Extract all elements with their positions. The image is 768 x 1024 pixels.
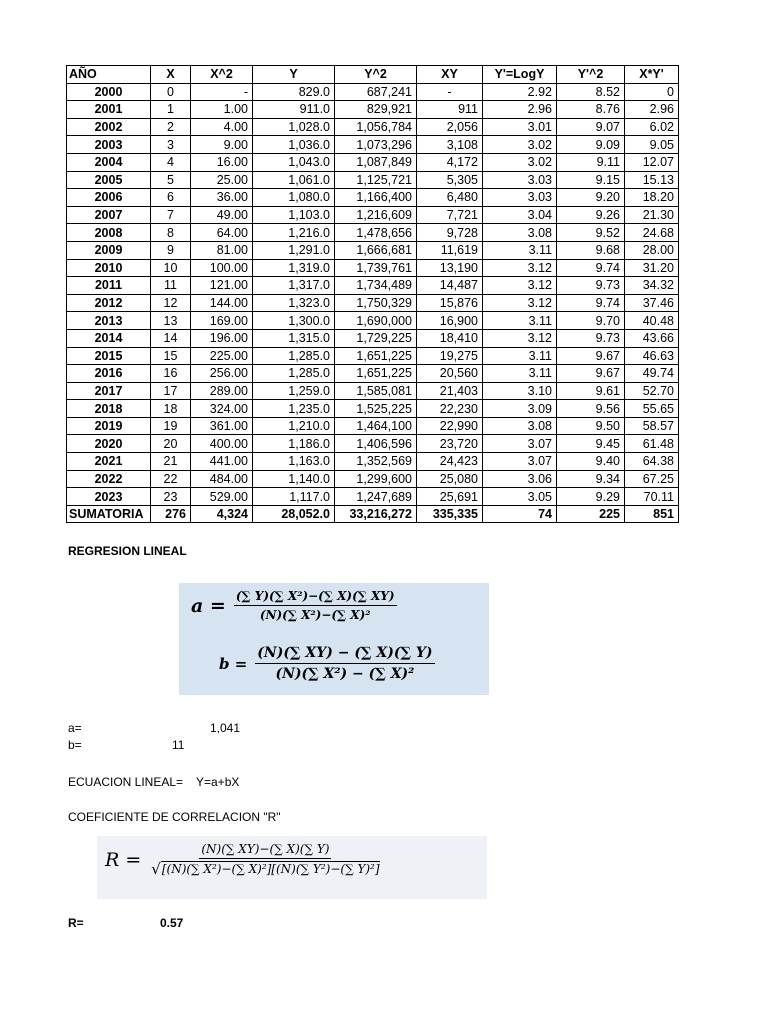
table-cell: 2004: [67, 153, 151, 171]
table-cell: 2010: [67, 259, 151, 277]
table-row: [67, 241, 679, 259]
square-root-symbol: √ [(N)(∑ X²)−(∑ X)²][(N)(∑ Y²)−(∑ Y)²]: [151, 860, 380, 878]
table-row: [67, 488, 679, 506]
table-cell: 144.00: [191, 294, 253, 312]
table-cell: 9.00: [191, 136, 253, 154]
table-cell: 3.04: [483, 206, 557, 224]
b-value: 11: [172, 738, 185, 752]
table-cell: 3.10: [483, 382, 557, 400]
table-cell: 25,080: [417, 470, 483, 488]
column-header: Y'=LogY: [483, 66, 557, 84]
column-header: AÑO: [67, 66, 151, 84]
formula-r-denominator: [(N)(∑ X²)−(∑ X)²][(N)(∑ Y²)−(∑ Y)²]: [161, 862, 380, 876]
table-cell: 11,619: [417, 241, 483, 259]
table-cell: 9.34: [557, 470, 625, 488]
table-cell: 2001: [67, 101, 151, 119]
table-cell: 1,299,600: [335, 470, 417, 488]
formula-a-numerator: (∑ Y)(∑ X²)−(∑ X)(∑ XY): [234, 589, 397, 606]
table-cell: 2021: [67, 453, 151, 471]
table-cell: 1,235.0: [253, 400, 335, 418]
table-cell: 9.45: [557, 435, 625, 453]
table-cell: 1,666,681: [335, 241, 417, 259]
table-cell: 1,216,609: [335, 206, 417, 224]
table-cell: 11: [151, 277, 191, 295]
table-cell: 7,721: [417, 206, 483, 224]
table-cell: 9.20: [557, 189, 625, 207]
table-cell: 1,117.0: [253, 488, 335, 506]
regression-title: REGRESION LINEAL: [68, 544, 187, 558]
table-cell: -: [191, 83, 253, 101]
table-cell: 2,056: [417, 118, 483, 136]
sum-cell: 4,324: [191, 505, 253, 523]
table-cell: 1,352,569: [335, 453, 417, 471]
table-cell: 14,487: [417, 277, 483, 295]
table-cell: 70.11: [625, 488, 679, 506]
table-cell: 1,043.0: [253, 153, 335, 171]
table-cell: 1,739,761: [335, 259, 417, 277]
table-cell: 2022: [67, 470, 151, 488]
table-cell: 17: [151, 382, 191, 400]
correlation-formula-image: [97, 836, 487, 899]
table-cell: 36.00: [191, 189, 253, 207]
table-cell: 46.63: [625, 347, 679, 365]
table-cell: 9.09: [557, 136, 625, 154]
formula-r-lhs: R =: [105, 848, 142, 871]
table-cell: 1,478,656: [335, 224, 417, 242]
table-cell: 28.00: [625, 241, 679, 259]
table-cell: 1,319.0: [253, 259, 335, 277]
table-cell: 1,690,000: [335, 312, 417, 330]
table-cell: 2023: [67, 488, 151, 506]
table-cell: 400.00: [191, 435, 253, 453]
table-cell: 2.96: [625, 101, 679, 119]
formula-a: [191, 589, 397, 622]
table-cell: 1,323.0: [253, 294, 335, 312]
table-cell: 911.0: [253, 101, 335, 119]
table-cell: 3,108: [417, 136, 483, 154]
table-cell: 829.0: [253, 83, 335, 101]
table-cell: 2008: [67, 224, 151, 242]
table-row: [67, 347, 679, 365]
table-cell: 2011: [67, 277, 151, 295]
table-cell: 1,651,225: [335, 347, 417, 365]
table-cell: 1,734,489: [335, 277, 417, 295]
table-cell: 9.26: [557, 206, 625, 224]
table-cell: 2003: [67, 136, 151, 154]
table-row: [67, 189, 679, 207]
table-cell: 43.66: [625, 329, 679, 347]
table-cell: 1: [151, 101, 191, 119]
table-row: [67, 277, 679, 295]
table-cell: 18.20: [625, 189, 679, 207]
table-row: [67, 294, 679, 312]
table-cell: 6.02: [625, 118, 679, 136]
table-cell: 3.06: [483, 470, 557, 488]
column-header: X^2: [191, 66, 253, 84]
r-label: R=: [68, 916, 84, 930]
table-cell: 1,285.0: [253, 365, 335, 383]
table-row: [67, 312, 679, 330]
table-cell: 2015: [67, 347, 151, 365]
table-cell: 2018: [67, 400, 151, 418]
table-cell: 3.12: [483, 329, 557, 347]
table-cell: 12.07: [625, 153, 679, 171]
table-cell: 3.12: [483, 294, 557, 312]
table-cell: 1,259.0: [253, 382, 335, 400]
table-cell: 911: [417, 101, 483, 119]
table-cell: 687,241: [335, 83, 417, 101]
table-cell: 23,720: [417, 435, 483, 453]
table-cell: 9.56: [557, 400, 625, 418]
table-cell: 1,036.0: [253, 136, 335, 154]
formula-b: [219, 645, 435, 682]
table-cell: 2005: [67, 171, 151, 189]
table-cell: 1,028.0: [253, 118, 335, 136]
table-cell: 3.05: [483, 488, 557, 506]
table-cell: 2012: [67, 294, 151, 312]
table-cell: 9.67: [557, 347, 625, 365]
table-cell: 40.48: [625, 312, 679, 330]
table-cell: 19,275: [417, 347, 483, 365]
table-cell: 6,480: [417, 189, 483, 207]
table-cell: 1,750,329: [335, 294, 417, 312]
table-cell: 2: [151, 118, 191, 136]
table-cell: 2017: [67, 382, 151, 400]
table-cell: 2.92: [483, 83, 557, 101]
table-cell: 3.01: [483, 118, 557, 136]
table-cell: 1,247,689: [335, 488, 417, 506]
table-cell: 2006: [67, 189, 151, 207]
table-cell: 1,061.0: [253, 171, 335, 189]
regression-data-table: [66, 65, 679, 523]
table-cell: 2016: [67, 365, 151, 383]
table-cell: 4: [151, 153, 191, 171]
table-cell: 3.08: [483, 224, 557, 242]
table-cell: 2009: [67, 241, 151, 259]
table-cell: 9.68: [557, 241, 625, 259]
column-header: XY: [417, 66, 483, 84]
table-cell: 1,073,296: [335, 136, 417, 154]
table-header-row: [67, 66, 679, 84]
sum-label: SUMATORIA: [67, 505, 151, 523]
table-cell: -: [417, 83, 483, 101]
table-cell: 3.11: [483, 347, 557, 365]
table-row: [67, 136, 679, 154]
a-label: a=: [68, 721, 82, 735]
table-row: [67, 453, 679, 471]
table-cell: 1,315.0: [253, 329, 335, 347]
sum-cell: 33,216,272: [335, 505, 417, 523]
table-cell: 1,087,849: [335, 153, 417, 171]
table-cell: 5,305: [417, 171, 483, 189]
table-cell: 37.46: [625, 294, 679, 312]
table-cell: 21,403: [417, 382, 483, 400]
table-cell: 3.12: [483, 277, 557, 295]
table-cell: 1,210.0: [253, 417, 335, 435]
table-cell: 58.57: [625, 417, 679, 435]
table-cell: 14: [151, 329, 191, 347]
table-cell: 9.29: [557, 488, 625, 506]
table-cell: 15: [151, 347, 191, 365]
formula-b-denominator: (N)(∑ X²) − (∑ X)²: [275, 666, 415, 682]
table-cell: 67.25: [625, 470, 679, 488]
formula-r: [105, 842, 382, 877]
table-cell: 18,410: [417, 329, 483, 347]
column-header: X*Y': [625, 66, 679, 84]
table-cell: 64.00: [191, 224, 253, 242]
table-cell: 4,172: [417, 153, 483, 171]
table-row: [67, 83, 679, 101]
table-cell: 55.65: [625, 400, 679, 418]
table-cell: 22: [151, 470, 191, 488]
table-cell: 3.11: [483, 312, 557, 330]
table-cell: 1,729,225: [335, 329, 417, 347]
formula-a-denominator: (N)(∑ X²)−(∑ X)²: [259, 608, 371, 622]
table-cell: 196.00: [191, 329, 253, 347]
table-cell: 2019: [67, 417, 151, 435]
table-row: [67, 206, 679, 224]
table-cell: 1,140.0: [253, 470, 335, 488]
table-cell: 21.30: [625, 206, 679, 224]
table-cell: 1,651,225: [335, 365, 417, 383]
table-cell: 61.48: [625, 435, 679, 453]
formula-r-numerator: (N)(∑ XY)−(∑ X)(∑ Y): [199, 842, 331, 859]
table-cell: 256.00: [191, 365, 253, 383]
table-cell: 484.00: [191, 470, 253, 488]
table-cell: 1,300.0: [253, 312, 335, 330]
table-row: [67, 400, 679, 418]
table-cell: 0: [625, 83, 679, 101]
formula-b-lhs: b =: [219, 654, 248, 673]
table-cell: 5: [151, 171, 191, 189]
table-cell: 23: [151, 488, 191, 506]
table-cell: 9.67: [557, 365, 625, 383]
sum-cell: 225: [557, 505, 625, 523]
table-cell: 225.00: [191, 347, 253, 365]
sum-cell: 276: [151, 505, 191, 523]
table-cell: 64.38: [625, 453, 679, 471]
table-cell: 3.03: [483, 189, 557, 207]
table-cell: 8.76: [557, 101, 625, 119]
table-cell: 3.08: [483, 417, 557, 435]
table-cell: 81.00: [191, 241, 253, 259]
table-cell: 1,464,100: [335, 417, 417, 435]
table-cell: 1,125,721: [335, 171, 417, 189]
table-cell: 0: [151, 83, 191, 101]
table-cell: 9.40: [557, 453, 625, 471]
table-cell: 16: [151, 365, 191, 383]
table-cell: 3: [151, 136, 191, 154]
table-row: [67, 171, 679, 189]
table-cell: 16.00: [191, 153, 253, 171]
linear-equation-value: Y=a+bX: [196, 775, 240, 789]
table-cell: 2020: [67, 435, 151, 453]
table-cell: 324.00: [191, 400, 253, 418]
table-cell: 16,900: [417, 312, 483, 330]
table-cell: 1,406,596: [335, 435, 417, 453]
table-cell: 24.68: [625, 224, 679, 242]
table-row: [67, 435, 679, 453]
regression-formula-image: [179, 583, 489, 695]
table-cell: 9.15: [557, 171, 625, 189]
table-cell: 9.11: [557, 153, 625, 171]
table-cell: 289.00: [191, 382, 253, 400]
table-cell: 10: [151, 259, 191, 277]
table-cell: 9: [151, 241, 191, 259]
table-cell: 3.09: [483, 400, 557, 418]
table-cell: 12: [151, 294, 191, 312]
table-cell: 1.00: [191, 101, 253, 119]
table-cell: 1,186.0: [253, 435, 335, 453]
table-cell: 2002: [67, 118, 151, 136]
table-cell: 1,103.0: [253, 206, 335, 224]
column-header: Y'^2: [557, 66, 625, 84]
sum-cell: 28,052.0: [253, 505, 335, 523]
sum-cell: 851: [625, 505, 679, 523]
table-cell: 24,423: [417, 453, 483, 471]
table-cell: 20: [151, 435, 191, 453]
table-cell: 1,080.0: [253, 189, 335, 207]
table-row: [67, 101, 679, 119]
table-cell: 1,163.0: [253, 453, 335, 471]
table-cell: 2.96: [483, 101, 557, 119]
table-cell: 49.74: [625, 365, 679, 383]
table-cell: 9.05: [625, 136, 679, 154]
formula-b-numerator: (N)(∑ XY) − (∑ X)(∑ Y): [255, 645, 434, 664]
table-cell: 9.07: [557, 118, 625, 136]
table-cell: 2007: [67, 206, 151, 224]
table-cell: 1,525,225: [335, 400, 417, 418]
table-cell: 441.00: [191, 453, 253, 471]
table-cell: 49.00: [191, 206, 253, 224]
table-row: [67, 118, 679, 136]
table-row: [67, 470, 679, 488]
table-cell: 829,921: [335, 101, 417, 119]
a-value: 1,041: [210, 721, 241, 735]
table-row: [67, 329, 679, 347]
table-cell: 13: [151, 312, 191, 330]
table-cell: 22,990: [417, 417, 483, 435]
table-cell: 31.20: [625, 259, 679, 277]
table-cell: 3.03: [483, 171, 557, 189]
table-cell: 3.02: [483, 153, 557, 171]
table-row: [67, 365, 679, 383]
table-cell: 2014: [67, 329, 151, 347]
table-cell: 22,230: [417, 400, 483, 418]
table-cell: 8: [151, 224, 191, 242]
table-cell: 3.02: [483, 136, 557, 154]
table-row: [67, 417, 679, 435]
table-cell: 1,216.0: [253, 224, 335, 242]
table-cell: 3.11: [483, 241, 557, 259]
b-label: b=: [68, 738, 82, 752]
table-cell: 21: [151, 453, 191, 471]
table-cell: 9.73: [557, 277, 625, 295]
sum-cell: 335,335: [417, 505, 483, 523]
formula-a-lhs: a =: [191, 594, 226, 617]
table-row: [67, 382, 679, 400]
table-cell: 9.74: [557, 294, 625, 312]
column-header: X: [151, 66, 191, 84]
sum-cell: 74: [483, 505, 557, 523]
table-cell: 2013: [67, 312, 151, 330]
table-cell: 361.00: [191, 417, 253, 435]
sum-row: [67, 505, 679, 523]
table-cell: 121.00: [191, 277, 253, 295]
table-cell: 15,876: [417, 294, 483, 312]
table-cell: 9.73: [557, 329, 625, 347]
table-cell: 9,728: [417, 224, 483, 242]
table-cell: 3.07: [483, 453, 557, 471]
table-cell: 13,190: [417, 259, 483, 277]
table-cell: 1,585,081: [335, 382, 417, 400]
table-cell: 9.52: [557, 224, 625, 242]
table-cell: 100.00: [191, 259, 253, 277]
table-cell: 34.32: [625, 277, 679, 295]
linear-equation-label: ECUACION LINEAL=: [68, 775, 184, 789]
table-cell: 15.13: [625, 171, 679, 189]
table-cell: 7: [151, 206, 191, 224]
correlation-title: COEFICIENTE DE CORRELACION "R": [68, 810, 281, 824]
table-cell: 19: [151, 417, 191, 435]
table-cell: 52.70: [625, 382, 679, 400]
table-cell: 8.52: [557, 83, 625, 101]
table-cell: 1,291.0: [253, 241, 335, 259]
table-cell: 1,056,784: [335, 118, 417, 136]
table-cell: 9.61: [557, 382, 625, 400]
table-row: [67, 153, 679, 171]
table-row: [67, 224, 679, 242]
table-cell: 25,691: [417, 488, 483, 506]
r-value: 0.57: [160, 916, 184, 930]
table-cell: 2000: [67, 83, 151, 101]
column-header: Y: [253, 66, 335, 84]
table-cell: 1,285.0: [253, 347, 335, 365]
table-cell: 169.00: [191, 312, 253, 330]
table-cell: 1,166,400: [335, 189, 417, 207]
table-cell: 9.70: [557, 312, 625, 330]
table-cell: 4.00: [191, 118, 253, 136]
table-cell: 529.00: [191, 488, 253, 506]
table-cell: 20,560: [417, 365, 483, 383]
table-cell: 3.11: [483, 365, 557, 383]
column-header: Y^2: [335, 66, 417, 84]
table-cell: 25.00: [191, 171, 253, 189]
table-cell: 9.74: [557, 259, 625, 277]
table-cell: 6: [151, 189, 191, 207]
table-row: [67, 259, 679, 277]
table-cell: 9.50: [557, 417, 625, 435]
table-cell: 3.12: [483, 259, 557, 277]
table-cell: 1,317.0: [253, 277, 335, 295]
table-cell: 3.07: [483, 435, 557, 453]
table-cell: 18: [151, 400, 191, 418]
